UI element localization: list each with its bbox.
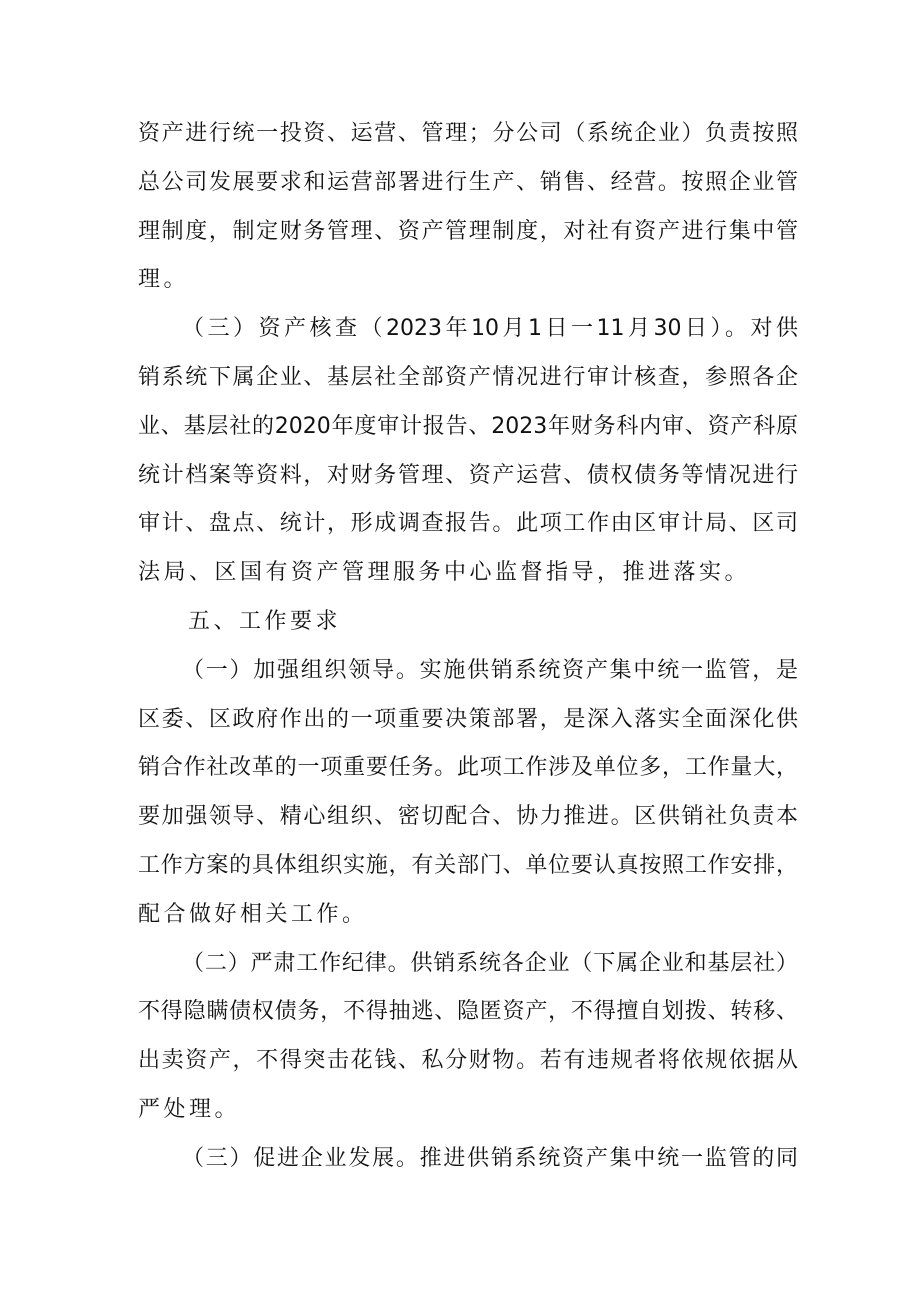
text-line: 销合作社改革的一项重要任务。此项工作涉及单位多，工作量大，	[138, 755, 798, 781]
text-line: 资产进行统一投资、运营、管理；分公司（系统企业）负责按照	[138, 121, 798, 146]
text-line: 总公司发展要求和运营部署进行生产、销售、经营。按照企业管	[138, 169, 798, 195]
text-line: 统计档案等资料，对财务管理、资产运营、债权债务等情况进行	[138, 462, 798, 488]
text-line: 法局、区国有资产管理服务中心监督指导，推进落实。	[138, 560, 751, 586]
text-line: （一）加强组织领导。实施供销系统资产集中统一监管，是	[182, 657, 798, 683]
text-line: 理。	[138, 267, 190, 293]
text-line: 审计、盘点、统计，形成调查报告。此项工作由区审计局、区司	[138, 511, 798, 537]
text-line: 理制度，制定财务管理、资产管理制度，对社有资产进行集中管	[138, 218, 798, 244]
section-heading: 五、工作要求	[188, 608, 342, 634]
text-line: 严处理。	[138, 1096, 241, 1122]
text-line: 出卖资产，不得突击花钱、私分财物。若有违规者将依规依据从	[138, 1048, 798, 1074]
document-page	[138, 110, 798, 1184]
text-line: 配合做好相关工作。	[138, 901, 368, 927]
text-line: 业、基层社的2020年度审计报告、2023年财务科内审、资产科原	[138, 413, 798, 439]
text-line: 销系统下属企业、基层社全部资产情况进行审计核查，参照各企	[138, 364, 798, 390]
text-line: 不得隐瞒债权债务，不得抽逃、隐匿资产，不得擅自划拨、转移、	[138, 999, 798, 1025]
text-line: （二）严肃工作纪律。供销系统各企业（下属企业和基层社）	[182, 950, 798, 976]
text-line: 区委、区政府作出的一项重要决策部署，是深入落实全面深化供	[138, 706, 798, 732]
text-line: （三）资产核查（2023年10月1日一11月30日）。对供	[182, 316, 798, 342]
text-line: （三）促进企业发展。推进供销系统资产集中统一监管的同	[182, 1145, 798, 1171]
text-line: 要加强领导、精心组织、密切配合、协力推进。区供销社负责本	[138, 804, 798, 830]
text-line: 工作方案的具体组织实施，有关部门、单位要认真按照工作安排，	[138, 852, 798, 878]
